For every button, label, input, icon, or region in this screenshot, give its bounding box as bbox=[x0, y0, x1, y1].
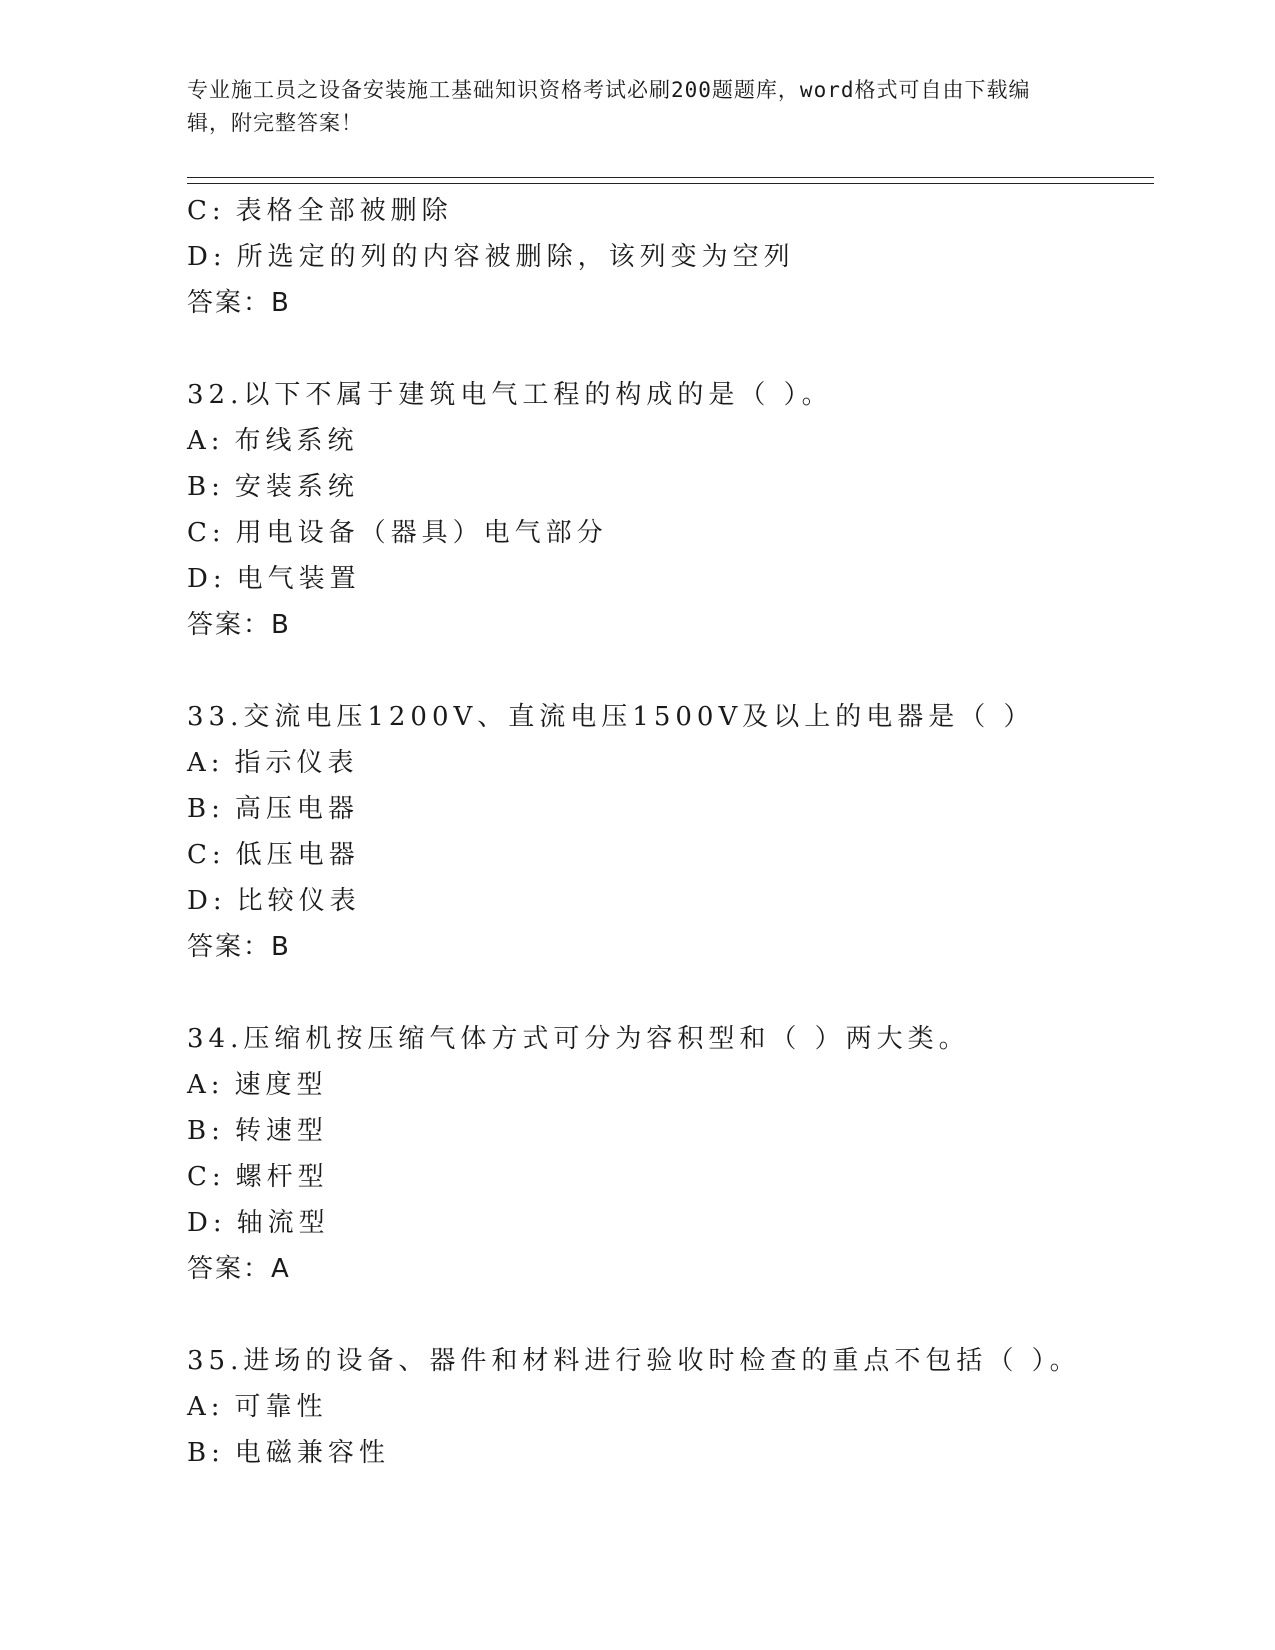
option-line bbox=[187, 234, 1154, 280]
option-line bbox=[187, 878, 1154, 924]
option-text: 螺杆型 bbox=[235, 1162, 329, 1192]
option-text: 低压电器 bbox=[235, 840, 360, 870]
spacer bbox=[187, 1292, 1154, 1338]
option-letter: B: bbox=[187, 1116, 225, 1146]
option-letter: A: bbox=[187, 1070, 225, 1100]
option-text: 可靠性 bbox=[234, 1392, 328, 1422]
question-block bbox=[187, 1016, 1154, 1292]
option-letter: C: bbox=[187, 1162, 226, 1192]
option-line bbox=[187, 832, 1154, 878]
option-line bbox=[187, 1430, 1154, 1476]
option-line bbox=[187, 510, 1154, 556]
option-text: 速度型 bbox=[234, 1070, 328, 1100]
option-letter: A: bbox=[187, 748, 225, 778]
answer-line: 答案：B bbox=[187, 932, 291, 962]
option-line bbox=[187, 418, 1154, 464]
option-line bbox=[187, 1062, 1154, 1108]
option-text: 电磁兼容性 bbox=[234, 1438, 390, 1468]
question-stem: 34.压缩机按压缩气体方式可分为容积型和（ ）两大类。 bbox=[187, 1024, 970, 1054]
option-text: 布线系统 bbox=[234, 426, 359, 456]
answer-line: 答案：A bbox=[187, 1254, 291, 1284]
option-line bbox=[187, 1108, 1154, 1154]
option-text: 表格全部被删除 bbox=[235, 196, 453, 226]
answer-line: 答案：B bbox=[187, 610, 291, 640]
spacer bbox=[187, 326, 1154, 372]
question-block bbox=[187, 694, 1154, 970]
option-letter: D: bbox=[187, 564, 227, 594]
option-text: 转速型 bbox=[234, 1116, 328, 1146]
option-line bbox=[187, 188, 1154, 234]
option-letter: D: bbox=[187, 1208, 227, 1238]
question-stem: 33.交流电压1200V、直流电压1500V及以上的电器是（ ） bbox=[187, 702, 1035, 732]
option-line bbox=[187, 1200, 1154, 1246]
answer-line: 答案：B bbox=[187, 288, 291, 318]
option-text: 用电设备（器具）电气部分 bbox=[235, 518, 608, 548]
question-list bbox=[187, 188, 1154, 1476]
option-letter: B: bbox=[187, 794, 225, 824]
question-block bbox=[187, 1338, 1154, 1476]
option-line bbox=[187, 1154, 1154, 1200]
option-line bbox=[187, 786, 1154, 832]
question-stem: 35.进场的设备、器件和材料进行验收时检查的重点不包括（ ）。 bbox=[187, 1346, 1081, 1376]
question-block-continued bbox=[187, 188, 1154, 326]
header-divider-top bbox=[187, 177, 1154, 178]
option-text: 电气装置 bbox=[236, 564, 361, 594]
spacer bbox=[187, 970, 1154, 1016]
option-text: 比较仪表 bbox=[236, 886, 361, 916]
spacer bbox=[187, 648, 1154, 694]
question-block bbox=[187, 372, 1154, 648]
option-text: 指示仪表 bbox=[234, 748, 359, 778]
option-letter: A: bbox=[187, 1392, 225, 1422]
question-stem: 32.以下不属于建筑电气工程的构成的是（ ）。 bbox=[187, 380, 833, 410]
option-text: 所选定的列的内容被删除，该列变为空列 bbox=[236, 242, 795, 272]
option-letter: B: bbox=[187, 1438, 225, 1468]
option-text: 安装系统 bbox=[234, 472, 359, 502]
option-line bbox=[187, 1384, 1154, 1430]
option-letter: D: bbox=[187, 886, 227, 916]
option-letter: C: bbox=[187, 518, 226, 548]
option-line bbox=[187, 556, 1154, 602]
option-letter: C: bbox=[187, 196, 226, 226]
header-divider-bottom bbox=[187, 183, 1154, 184]
option-text: 高压电器 bbox=[234, 794, 359, 824]
option-line bbox=[187, 740, 1154, 786]
option-letter: D: bbox=[187, 242, 227, 272]
option-letter: B: bbox=[187, 472, 225, 502]
document-header: 专业施工员之设备安装施工基础知识资格考试必刷200题题库，word格式可自由下载编辑，附完整答案！ bbox=[187, 78, 1031, 135]
option-letter: A: bbox=[187, 426, 225, 456]
option-text: 轴流型 bbox=[236, 1208, 330, 1238]
option-line bbox=[187, 464, 1154, 510]
option-letter: C: bbox=[187, 840, 226, 870]
